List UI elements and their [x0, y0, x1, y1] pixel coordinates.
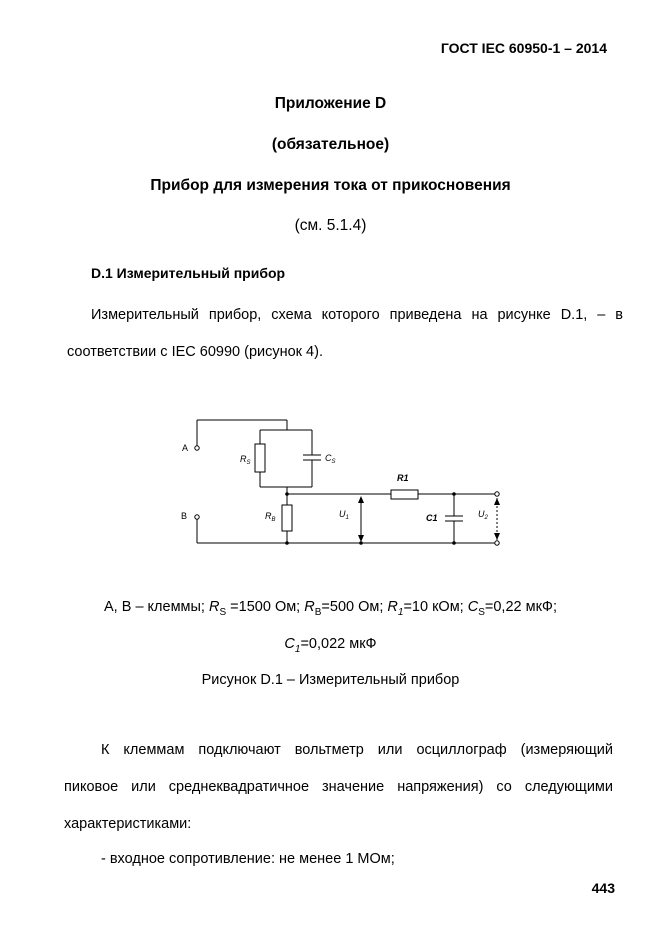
arrow-u2-head-up	[494, 498, 500, 505]
junction-dot	[452, 541, 456, 545]
terminal-a-dot	[195, 446, 199, 450]
paragraph-2-line-3: характеристиками:	[64, 816, 192, 832]
section-heading: D.1 Измерительный прибор	[91, 265, 286, 281]
annex-status: (обязательное)	[271, 136, 390, 153]
resistor-rb	[282, 505, 292, 531]
label-u1: $U_1$	[339, 509, 349, 521]
label-r1: R1	[397, 473, 409, 483]
junction-dot	[285, 492, 289, 496]
label-terminal-b: B	[181, 511, 188, 521]
junction-dot	[452, 492, 456, 496]
label-cs: $C_S$	[325, 453, 336, 465]
annex-title: Приложение D	[274, 95, 387, 112]
annex-name: Прибор для измерения тока от прикосновения	[150, 177, 511, 194]
terminal-b-dot	[195, 515, 199, 519]
junction-dot	[359, 541, 363, 545]
arrow-u2-head-down	[494, 533, 500, 540]
label-terminal-a: A	[182, 443, 189, 453]
page-number: 443	[591, 880, 615, 896]
resistor-r1	[391, 490, 418, 499]
figure-legend-line-2: $C_1=0,022$ мкФ	[284, 636, 377, 655]
figure-legend-line-1: A, B – клеммы; $R_S =1500$ Ом; $R_B=500$ Ом; $R_1=10$ кОм; $C_S=0,22$ мкФ;	[104, 599, 557, 618]
output-terminal-top	[495, 492, 499, 496]
paragraph-1-line-2: соответствии с IEC 60990 (рисунок 4).	[67, 344, 323, 360]
arrow-u1-head-down	[358, 535, 364, 542]
label-c1: C1	[426, 513, 438, 523]
output-terminal-bottom	[495, 541, 499, 545]
label-rb: $R_B$	[265, 511, 276, 523]
list-item-input-resistance: - входное сопротивление: не менее 1 МОм;	[101, 851, 395, 867]
label-u2: $U_2$	[478, 509, 488, 521]
paragraph-2-line-1: К клеммам подключают вольтметр или осциллограф (измеряющий	[101, 742, 613, 758]
figure-caption: Рисунок D.1 – Измерительный прибор	[201, 672, 460, 688]
arrow-u1-head-up	[358, 496, 364, 503]
standard-header: ГОСТ IEC 60950-1 – 2014	[440, 40, 607, 56]
annex-reference: (см. 5.1.4)	[294, 217, 367, 234]
paragraph-2-line-2: пиковое или среднеквадратичное значение напряжения) со следующими	[64, 779, 613, 795]
paragraph-1-line-1: Измерительный прибор, схема которого приведена на рисунке D.1, – в	[91, 307, 623, 323]
resistor-rs	[255, 444, 265, 472]
label-rs: $R_S$	[240, 454, 251, 466]
junction-dot	[285, 541, 289, 545]
